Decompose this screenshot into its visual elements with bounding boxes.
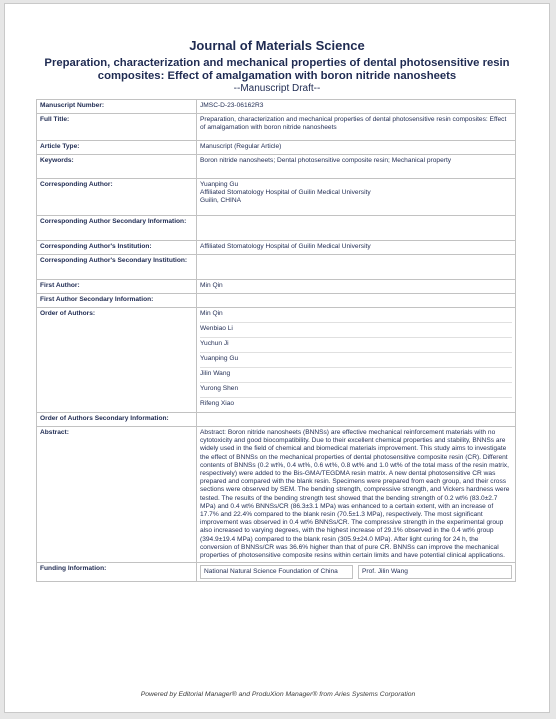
order-secondary-value bbox=[197, 413, 516, 427]
page-footer: Powered by Editorial Manager® and ProduXion Manager® from Aries Systems Corporation bbox=[140, 691, 416, 698]
full-title-value: Preparation, characterization and mechanical properties of dental photosensitive resin composites: Effect of amalgamation with boron nitride nanosheets bbox=[197, 114, 516, 141]
author-item: Min Qin bbox=[200, 308, 512, 323]
order-of-authors-label: Order of Authors: bbox=[37, 308, 197, 413]
full-title-label: Full Title: bbox=[37, 114, 197, 141]
table-row bbox=[37, 413, 516, 427]
author-item: Yuchun Ji bbox=[200, 338, 512, 353]
table-row bbox=[37, 563, 516, 582]
table-row bbox=[37, 155, 516, 179]
corresponding-author-affiliation: Affiliated Stomatology Hospital of Guilin Medical University bbox=[200, 189, 371, 197]
first-author-secondary-value bbox=[197, 294, 516, 308]
keywords-label: Keywords: bbox=[37, 155, 197, 179]
ca-secondary-institution-label: Corresponding Author's Secondary Institution: bbox=[37, 255, 197, 280]
first-author-label: First Author: bbox=[37, 280, 197, 294]
first-author-secondary-label: First Author Secondary Information: bbox=[37, 294, 197, 308]
table-row bbox=[37, 141, 516, 155]
first-author-value: Min Qin bbox=[197, 280, 516, 294]
abstract-text: Abstract: Boron nitride nanosheets (BNNSs) are effective mechanical reinforcement materials with no cytotoxicity and good biocompatibility. Due to their excellent chemical properties and stability, BNNSs are widely used in the field of chemical and biomedical materials improvement. This study aims to investigate the effect of BNNSs on the mechanical properties of dental photosensitive composite resin (CR). Different contents of BNNSs (0.2 wt%, 0.4 wt%, 0.6 wt%, 0.8 wt% and 1.0 wt% of the total mass of the resin matrix, respectively) were added to the Bis-GMA/TEGDMA resin matrix. A new dental photosensitive CR was prepared and compared with the blank resin. Specimens were prepared from each group, and their cross sections were observed by SEM. The bending strength, compressive strength, and Vickers hardness were tested. The results of the bending strength test showed that the bending strength of 0.2 wt% (83.0±2.7 MPa) and 0.4 wt% BNNSs/CR (86.3±3.1 MPa) was enhanced to a certain extent, with an increase of 17.7% and 22.4% compared to the blank resin (70.5±1.3 MPa), respectively. The most significant improvement was observed in 0.4 wt% BNNSs/CR. The compressive strength in the experimental group also increased to varying degrees, with the highest increase of 29.1% observed in the 0.4 wt% group (394.9±19.4 MPa) compared to the blank resin (305.9±24.0 MPa). After light curing for 24 h, the conversion of BNNSs/CR was 36.6% higher than that of pure CR. BNNSs can improve the mechanical properties of photosensitive composite resins within certain limits and have potential clinical applications. bbox=[197, 427, 516, 563]
author-item: Wenbiao Li bbox=[200, 323, 512, 338]
corresponding-author-value bbox=[197, 179, 516, 216]
table-row bbox=[37, 294, 516, 308]
manuscript-number-value: JMSC-D-23-06162R3 bbox=[197, 100, 516, 114]
table-row bbox=[37, 427, 516, 563]
funding-recipient: Prof. Jilin Wang bbox=[358, 565, 512, 579]
author-item: Yuanping Gu bbox=[200, 353, 512, 368]
table-row bbox=[37, 308, 516, 413]
ca-institution-label: Corresponding Author's Institution: bbox=[37, 241, 197, 255]
metadata-table bbox=[36, 99, 516, 582]
table-row bbox=[37, 100, 516, 114]
abstract-label: Abstract: bbox=[37, 427, 197, 563]
corresponding-author-name: Yuanping Gu bbox=[200, 181, 239, 188]
article-type-value: Manuscript (Regular Article) bbox=[197, 141, 516, 155]
paper-title: Preparation, characterization and mechanical properties of dental photosensitive resin composites: Effect of amalgamation with boron nitride nanosheets bbox=[44, 57, 510, 82]
ca-secondary-info-label: Corresponding Author Secondary Information: bbox=[37, 216, 197, 241]
table-row bbox=[37, 241, 516, 255]
table-row bbox=[37, 216, 516, 241]
author-item: Rifeng Xiao bbox=[200, 400, 235, 407]
ca-secondary-info-value bbox=[197, 216, 516, 241]
manuscript-number-label: Manuscript Number: bbox=[37, 100, 197, 114]
funding-label: Funding Information: bbox=[37, 563, 197, 582]
table-row bbox=[37, 255, 516, 280]
author-item: Jilin Wang bbox=[200, 368, 512, 383]
author-item: Yurong Shen bbox=[200, 383, 512, 398]
funding-value bbox=[197, 563, 516, 582]
order-of-authors-list bbox=[197, 308, 516, 413]
article-type-label: Article Type: bbox=[37, 141, 197, 155]
funding-source: National Natural Science Foundation of China bbox=[200, 565, 353, 579]
ca-institution-value: Affiliated Stomatology Hospital of Guilin Medical University bbox=[197, 241, 516, 255]
keywords-value: Boron nitride nanosheets; Dental photosensitive composite resin; Mechanical property bbox=[197, 155, 516, 179]
table-row bbox=[37, 280, 516, 294]
funding-row bbox=[200, 565, 512, 579]
ca-secondary-institution-value bbox=[197, 255, 516, 280]
table-row bbox=[37, 114, 516, 141]
order-secondary-label: Order of Authors Secondary Information: bbox=[37, 413, 197, 427]
corresponding-author-label: Corresponding Author: bbox=[37, 179, 197, 216]
journal-name: Journal of Materials Science bbox=[189, 38, 365, 53]
corresponding-author-city: Guilin, CHINA bbox=[200, 197, 242, 205]
table-row bbox=[37, 179, 516, 216]
draft-label: --Manuscript Draft-- bbox=[233, 83, 321, 94]
